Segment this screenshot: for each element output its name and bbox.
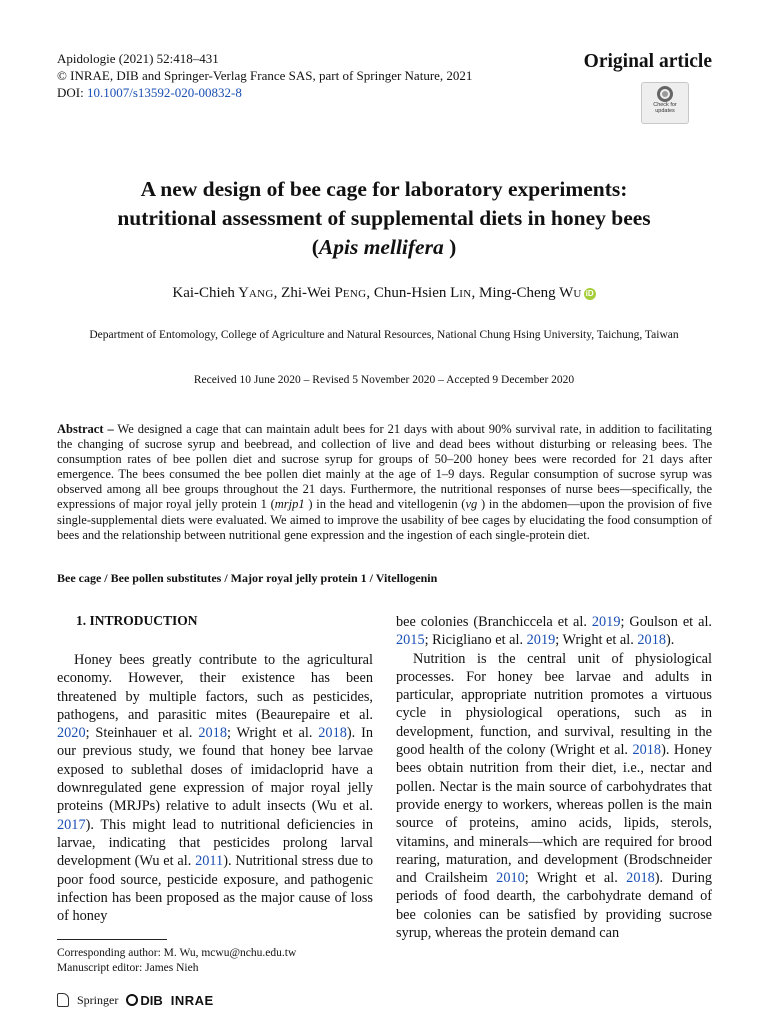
check-for-updates-icon (657, 86, 673, 102)
author[interactable]: Kai-Chieh YANG (172, 285, 274, 301)
citation-link[interactable]: 2010 (496, 870, 525, 887)
section-heading: 1. INTRODUCTION (76, 613, 198, 628)
author[interactable]: Zhi-Wei PENG (281, 285, 367, 301)
citation-link[interactable]: 2018 (318, 725, 347, 742)
author-list: Kai-Chieh YANG, Zhi-Wei PENG, Chun-Hsien LIN, Ming-Cheng WU iD (172, 285, 594, 301)
title-line-2: nutritional assessment of supplemental diets in honey bees (117, 206, 651, 230)
article-title (40, 175, 728, 262)
citation-link[interactable]: 2018 (637, 632, 666, 649)
dib-logo-icon (126, 994, 138, 1006)
citation-link[interactable]: 2015 (396, 632, 425, 649)
copyright-line: © INRAE, DIB and Springer-Verlag France SAS, part of Springer Nature, 2021 (57, 68, 473, 83)
footnote-rule (57, 939, 167, 940)
footnote (57, 946, 296, 976)
abstract: Abstract – We designed a cage that can maintain adult bees for 21 days with about 90% survival rate, in addition to facilitating the changing of sucrose syrup and beebread, and collection of live and dead bees without disturbing or releasing bees. The consumption rates of bee pollen diet and sucrose syrup for groups of 50–200 honey bees were recorded for 21 days after emergence. The bees consumed the bee pollen diet mainly at the age of 1–9 days. Regular consumption of sucrose syrup was observed among all bee groups throughout the 21 days. Furthermore, the nutritional responses of nurse bees—specifically, the expressions of major royal jelly protein 1 (mrjp1 ) in the head and vitellogenin (vg ) in the abdomen—upon the provision of five single-supplemental diets were evaluated. We aimed to improve the usability of bee cages by elucidating the food consumption of bees and the relationship between nutritional gene expression and the ingestion of each single-protein diet. (57, 422, 712, 542)
springer-logo-icon (57, 993, 69, 1007)
right-column (396, 613, 712, 942)
title-line-3: (Apis mellifera ) (311, 235, 457, 259)
paragraph: Nutrition is the central unit of physiological processes. For honey bee larvae and adults in particular, appropriate nutrition promotes a virtuous cycle in physiological operations, such as in development, function, and survival, resulting in the good health of the colony (Wright et al. 2018). Honey bees obtain nutrition from their diet, i.e., nectar and pollen. Nectar is the main source of carbohydrates that provide energy to workers, whereas pollen is the main source of proteins, amino acids, lipids, sterols, vitamins, and minerals—which are required for brood rearing, maturation, and development (Brodschneider and Crailsheim 2010; Wright et al. 2018). During periods of food dearth, the carbohydrate demand of bee colonies can be satisfied by providing sucrose syrup, whereas the protein demand can (396, 650, 712, 942)
paragraph: Honey bees greatly contribute to the agricultural economy. However, their existence has been threatened by multiple factors, such as pesticides, pathogens, and parasitic mites (Beaurepaire et al. 2020; Steinhauer et al. 2018; Wright et al. 2018). In our previous study, we found that honey bee larvae exposed to sublethal doses of imidacloprid have a downregulated gene expression of major royal jelly proteins (MRJPs) relative to adult insects (Wu et al. 2017). This might lead to nutritional deficiencies in larvae, indicating that pesticides prolong larval development (Wu et al. 2011). Nutritional stress due to poor food source, pesticide exposure, and pathogenic infection has been proposed as the major cause of loss of honey (57, 652, 374, 925)
corresponding-author: Corresponding author: M. Wu, mcwu@nchu.edu.tw (57, 947, 297, 959)
article-type: Original article (583, 51, 712, 72)
citation-link[interactable]: 2019 (591, 614, 621, 630)
journal-info (57, 50, 472, 101)
title-line-1: A new design of bee cage for laboratory experiments: (140, 177, 628, 201)
publisher-footer (57, 990, 214, 1010)
abstract-label: Abstract – (57, 422, 114, 436)
dib-logo: DIB (126, 993, 162, 1008)
inrae-logo: INRAE (170, 992, 214, 1008)
citation-link[interactable]: 2017 (57, 816, 86, 833)
species-name: Apis mellifera (318, 235, 444, 259)
springer-name: Springer (77, 992, 119, 1007)
affiliation: Department of Entomology, College of Agriculture and Natural Resources, National Chung Hsing University, Taichung, Taiwan (89, 329, 679, 341)
doi-link[interactable]: 10.1007/s13592-020-00832-8 (86, 85, 242, 100)
manuscript-editor: Manuscript editor: James Nieh (57, 962, 199, 974)
left-column (57, 651, 373, 925)
citation-link[interactable]: 2018 (626, 870, 655, 887)
citation-link[interactable]: 2018 (198, 725, 227, 742)
citation-link[interactable]: 2011 (195, 853, 224, 870)
paragraph: bee colonies (Branchiccela et al. 2019; Goulson et al. 2015; Ricigliano et al. 2019; Wright et al. 2018). (396, 614, 712, 649)
article-dates: Received 10 June 2020 – Revised 5 November 2020 – Accepted 9 December 2020 (193, 374, 575, 386)
citation-link[interactable]: 2020 (57, 725, 86, 742)
author[interactable]: Ming-Cheng WU (479, 285, 582, 301)
citation-link[interactable]: 2019 (526, 632, 556, 649)
author[interactable]: Chun-Hsien LIN (373, 285, 472, 301)
citation-link[interactable]: 2018 (632, 742, 662, 759)
check-for-updates-line1: Check for (653, 102, 677, 108)
orcid-icon[interactable]: iD (585, 289, 594, 298)
journal-citation: Apidologie (2021) 52:418–431 (57, 51, 219, 66)
doi-line: DOI: 10.1007/s13592-020-00832-8 (57, 85, 242, 100)
check-for-updates-line2: updates (655, 108, 675, 114)
keywords: Bee cage / Bee pollen substitutes / Major royal jelly protein 1 / Vitellogenin (57, 571, 438, 585)
check-for-updates-badge[interactable] (641, 82, 689, 124)
